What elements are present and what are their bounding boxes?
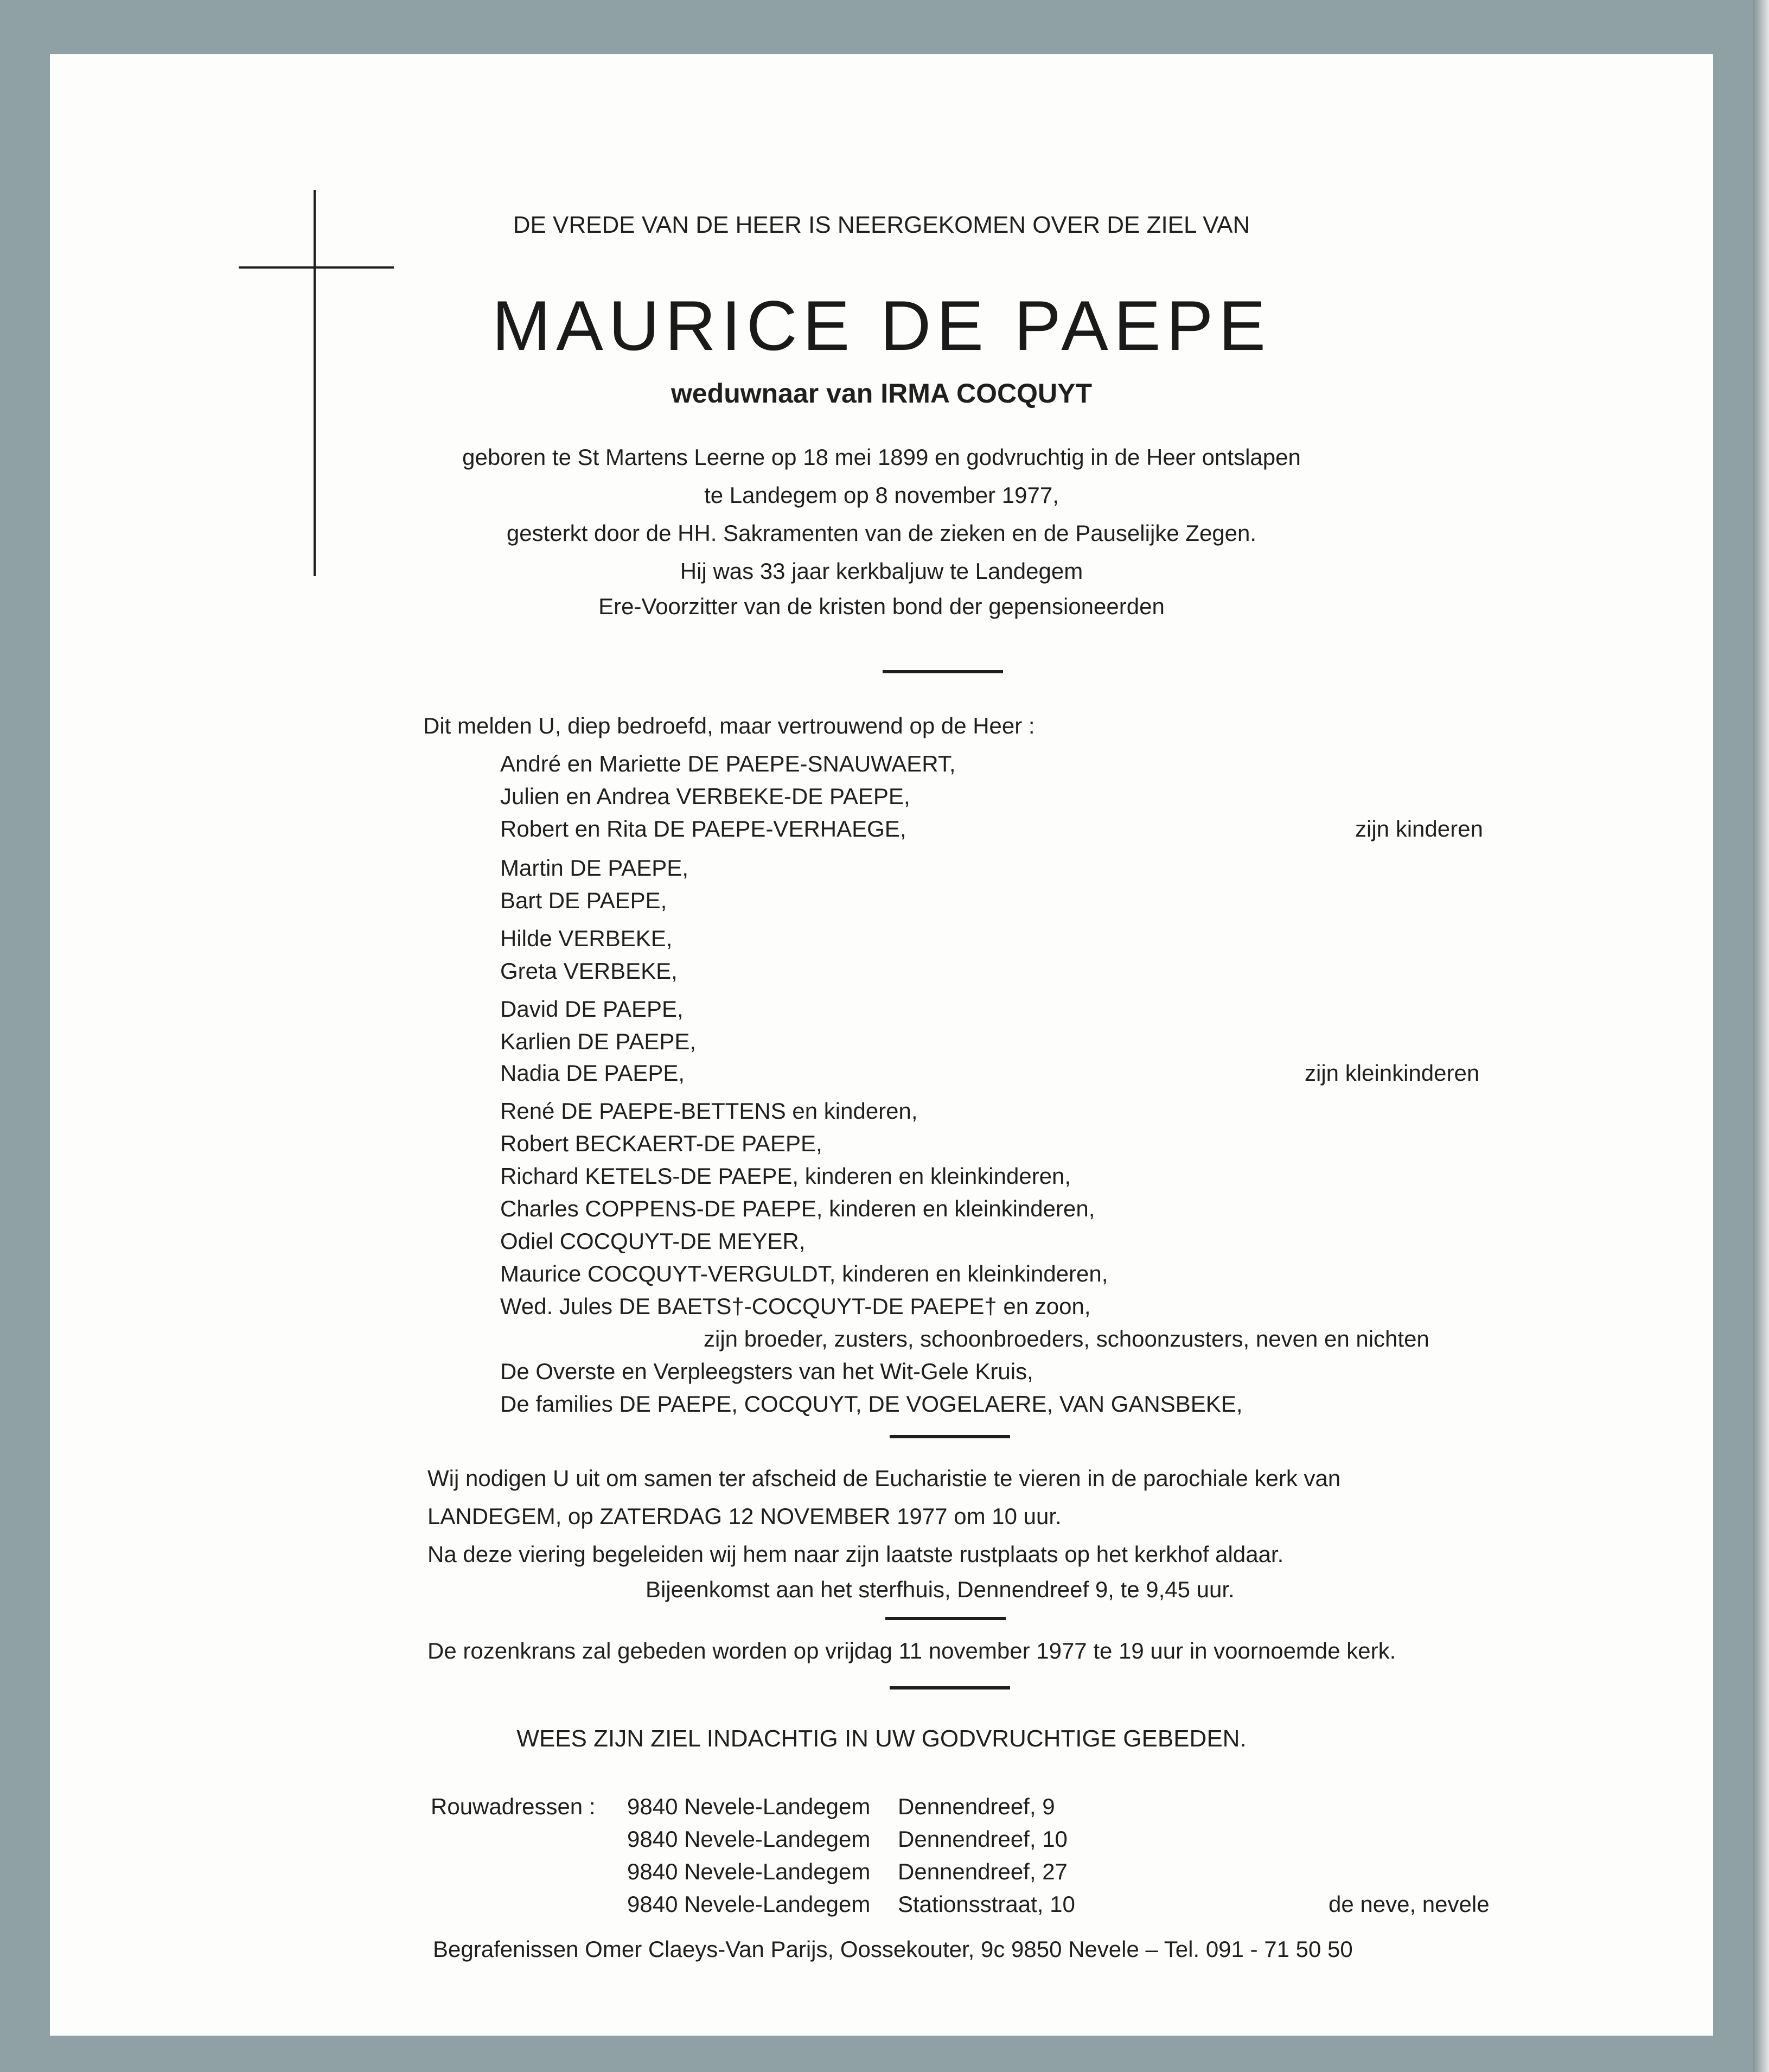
address-city: 9840 Nevele-Landegem bbox=[627, 1891, 871, 1917]
siblings-label: zijn broeder, zusters, schoonbroeders, schoonzusters, neven en nichten bbox=[704, 1326, 1429, 1351]
family-sibling: René DE PAEPE-BETTENS en kinderen, bbox=[500, 1098, 918, 1124]
bio-line-3: gesterkt door de HH. Sakramenten van de zieken en de Pauselijke Zegen. bbox=[506, 520, 1257, 546]
family-grandchild: Martin DE PAEPE, bbox=[500, 855, 688, 881]
announcement: DE VREDE VAN DE HEER IS NEERGEKOMEN OVER DE ZIEL VAN bbox=[513, 212, 1250, 238]
spouse-line bbox=[50, 377, 1713, 410]
bio-line-5: Ere-Voorzitter van de kristen bond der gepensioneerden bbox=[598, 594, 1165, 619]
divider bbox=[885, 1617, 1006, 1620]
cross-icon-bar bbox=[239, 266, 394, 269]
family-other: De Overste en Verpleegsters van het Wit-Gele Kruis, bbox=[500, 1359, 1033, 1384]
address-street: Dennendreef, 10 bbox=[898, 1826, 1068, 1852]
printer-mark: de neve, nevele bbox=[1329, 1891, 1490, 1917]
divider bbox=[883, 670, 1003, 673]
family-sibling: Wed. Jules DE BAETS†-COCQUYT-DE PAEPE† en zoon, bbox=[500, 1293, 1091, 1319]
rosary-line: De rozenkrans zal gebeden worden op vrijdag 11 november 1977 te 19 uur in voornoemde kerk. bbox=[427, 1638, 1396, 1663]
service-line-1: Wij nodigen U uit om samen ter afscheid de Eucharistie te vieren in de parochiale kerk van bbox=[427, 1465, 1341, 1491]
bio-line-4: Hij was 33 jaar kerkbaljuw te Landegem bbox=[680, 558, 1083, 584]
family-intro: Dit melden U, diep bedroefd, maar vertrouwend op de Heer : bbox=[423, 713, 1035, 738]
addresses-label: Rouwadressen : bbox=[431, 1794, 596, 1819]
family-child: Julien en Andrea VERBEKE-DE PAEPE, bbox=[500, 783, 910, 809]
family-sibling: Robert BECKAERT-DE PAEPE, bbox=[500, 1131, 822, 1156]
family-sibling: Charles COPPENS-DE PAEPE, kinderen en kleinkinderen, bbox=[500, 1196, 1095, 1221]
frame-edge bbox=[1753, 0, 1769, 2072]
funeral-home-footer: Begrafenissen Omer Claeys-Van Parijs, Oossekouter, 9c 9850 Nevele – Tel. 091 - 71 50 50 bbox=[433, 1936, 1353, 1962]
deceased-name: MAURICE DE PAEPE bbox=[491, 286, 1272, 365]
address-city: 9840 Nevele-Landegem bbox=[627, 1826, 871, 1852]
family-grandchild: Karlien DE PAEPE, bbox=[500, 1029, 697, 1054]
family-grandchild: David DE PAEPE, bbox=[500, 996, 684, 1022]
spouse-name: IRMA COCQUYT bbox=[880, 378, 1093, 409]
bio-line-2: te Landegem op 8 november 1977, bbox=[704, 482, 1059, 508]
family-grandchild: Nadia DE PAEPE, bbox=[500, 1060, 685, 1086]
address-street: Dennendreef, 9 bbox=[898, 1794, 1055, 1819]
divider bbox=[890, 1435, 1010, 1438]
spouse-prefix: weduwnaar van bbox=[670, 378, 873, 409]
family-child: André en Mariette DE PAEPE-SNAUWAERT, bbox=[500, 751, 956, 776]
service-line-4: Bijeenkomst aan het sterfhuis, Dennendreef 9, te 9,45 uur. bbox=[646, 1577, 1235, 1602]
address-street: Dennendreef, 27 bbox=[898, 1859, 1068, 1884]
death-notice-card bbox=[50, 54, 1713, 2036]
family-grandchild: Greta VERBEKE, bbox=[500, 958, 678, 984]
address-city: 9840 Nevele-Landegem bbox=[627, 1794, 871, 1819]
grandchildren-label: zijn kleinkinderen bbox=[1305, 1060, 1480, 1086]
children-label: zijn kinderen bbox=[1355, 816, 1483, 841]
family-grandchild: Bart DE PAEPE, bbox=[500, 888, 667, 913]
prayer-line: WEES ZIJN ZIEL INDACHTIG IN UW GODVRUCHTIGE GEBEDEN. bbox=[516, 1725, 1247, 1752]
address-city: 9840 Nevele-Landegem bbox=[627, 1859, 871, 1884]
service-line-2: LANDEGEM, op ZATERDAG 12 NOVEMBER 1977 om 10 uur. bbox=[427, 1503, 1062, 1529]
family-other: De families DE PAEPE, COCQUYT, DE VOGELAERE, VAN GANSBEKE, bbox=[500, 1391, 1243, 1417]
service-line-3: Na deze viering begeleiden wij hem naar zijn laatste rustplaats op het kerkhof aldaar. bbox=[427, 1541, 1284, 1567]
address-street: Stationsstraat, 10 bbox=[898, 1891, 1075, 1917]
family-sibling: Maurice COCQUYT-VERGULDT, kinderen en kleinkinderen, bbox=[500, 1261, 1108, 1286]
family-child: Robert en Rita DE PAEPE-VERHAEGE, bbox=[500, 816, 906, 841]
bio-line-1: geboren te St Martens Leerne op 18 mei 1899 en godvruchtig in de Heer ontslapen bbox=[462, 444, 1301, 470]
divider bbox=[890, 1686, 1010, 1690]
family-sibling: Richard KETELS-DE PAEPE, kinderen en kleinkinderen, bbox=[500, 1163, 1071, 1189]
family-grandchild: Hilde VERBEKE, bbox=[500, 926, 673, 951]
family-sibling: Odiel COCQUYT-DE MEYER, bbox=[500, 1228, 806, 1254]
